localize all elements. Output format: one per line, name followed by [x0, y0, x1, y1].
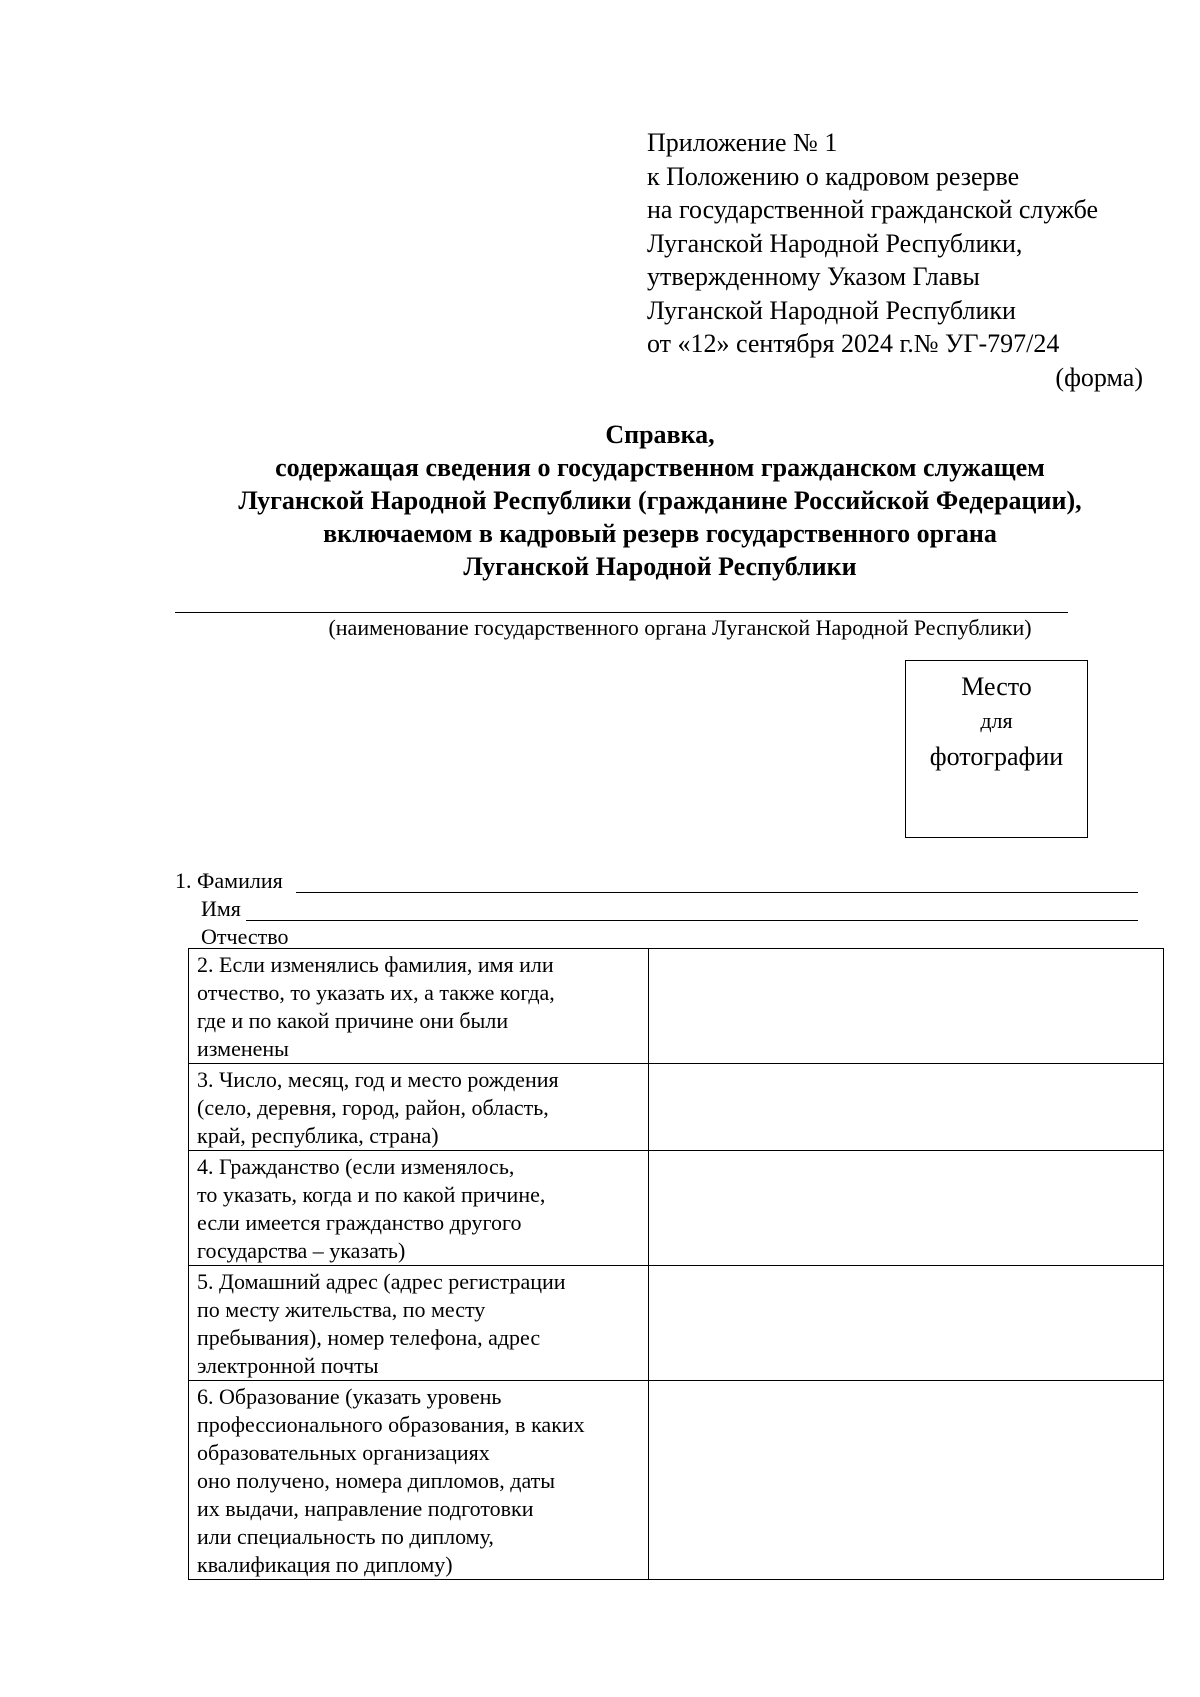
title-line: Луганской Народной Республики	[463, 552, 857, 581]
question-line: изменены	[197, 1036, 289, 1061]
question-line: где и по какой причине они были	[197, 1008, 509, 1033]
answer-cell[interactable]	[649, 1151, 1164, 1266]
question-cell	[189, 1266, 649, 1381]
name-label: Имя	[201, 896, 241, 921]
table-row	[189, 1064, 1164, 1151]
question-line: оно получено, номера дипломов, даты	[197, 1468, 556, 1493]
table-row	[189, 1381, 1164, 1580]
appendix-line: на государственной гражданской службе	[647, 195, 1099, 224]
question-line: 6. Образование (указать уровень	[197, 1384, 502, 1409]
table-row	[189, 949, 1164, 1064]
organ-name-line[interactable]	[175, 612, 1068, 613]
appendix-line: Луганской Народной Республики	[647, 295, 1016, 325]
question-line: отчество, то указать их, а также когда,	[197, 980, 555, 1005]
table-row	[189, 1151, 1164, 1266]
question-line: если имеется гражданство другого	[197, 1210, 522, 1235]
appendix-line: Приложение № 1	[647, 128, 838, 157]
question-cell	[189, 1064, 649, 1151]
question-line: то указать, когда и по какой причине,	[197, 1182, 546, 1207]
appendix-line: утвержденному Указом Главы	[647, 262, 980, 291]
appendix-line: к Положению о кадровом резерве	[647, 161, 1020, 191]
appendix-line: Луганской Народной Республики,	[647, 228, 1023, 258]
title-line: включаемом в кадровый резерв государственного органа	[323, 519, 997, 548]
question-line: 2. Если изменялись фамилия, имя или	[197, 952, 554, 977]
organ-name-caption: (наименование государственного органа Луганской Народной Республики)	[328, 615, 1032, 640]
question-line: по месту жительства, по месту	[197, 1297, 486, 1322]
patronymic-label: Отчество	[201, 924, 289, 949]
questionnaire-table	[188, 948, 1164, 1580]
question-line: их выдачи, направление подготовки	[197, 1496, 534, 1521]
answer-cell[interactable]	[649, 949, 1164, 1064]
question-line: квалификация по диплому)	[197, 1552, 453, 1577]
answer-cell[interactable]	[649, 1381, 1164, 1580]
appendix-line: от «12» сентября 2024 г.№ УГ-797/24	[647, 329, 1060, 358]
answer-cell[interactable]	[649, 1266, 1164, 1381]
question-line: образовательных организациях	[197, 1440, 490, 1465]
photo-label-line: фотографии	[929, 742, 1064, 771]
question-line: (село, деревня, город, район, область,	[197, 1095, 549, 1120]
question-cell	[189, 1151, 649, 1266]
question-line: край, республика, страна)	[197, 1123, 439, 1148]
photo-placeholder-box	[905, 660, 1088, 838]
photo-label-line: для	[980, 708, 1013, 733]
name-field-line[interactable]	[246, 920, 1138, 921]
question-line: 3. Число, месяц, год и место рождения	[197, 1067, 559, 1092]
title-line: Справка,	[605, 420, 715, 449]
surname-label: 1. Фамилия	[175, 868, 283, 893]
title-line: Луганской Народной Республики (гражданине Российской Федерации),	[238, 486, 1082, 515]
question-line: профессионального образования, в каких	[197, 1412, 585, 1437]
question-line: или специальность по диплому,	[197, 1524, 494, 1549]
document-title	[150, 418, 1170, 583]
photo-label-line: Место	[961, 672, 1032, 701]
question-line: государства – указать)	[197, 1238, 406, 1263]
question-line: 4. Гражданство (если изменялось,	[197, 1154, 515, 1179]
form-mark: (форма)	[1055, 362, 1143, 392]
question-line: электронной почты	[197, 1353, 379, 1378]
question-cell	[189, 1381, 649, 1580]
answer-cell[interactable]	[649, 1064, 1164, 1151]
surname-field-line[interactable]	[296, 892, 1138, 893]
table-row	[189, 1266, 1164, 1381]
appendix-block	[647, 126, 1147, 394]
question-line: 5. Домашний адрес (адрес регистрации	[197, 1269, 566, 1294]
title-line: содержащая сведения о государственном гражданском служащем	[275, 453, 1045, 482]
question-line: пребывания), номер телефона, адрес	[197, 1325, 541, 1350]
question-cell	[189, 949, 649, 1064]
